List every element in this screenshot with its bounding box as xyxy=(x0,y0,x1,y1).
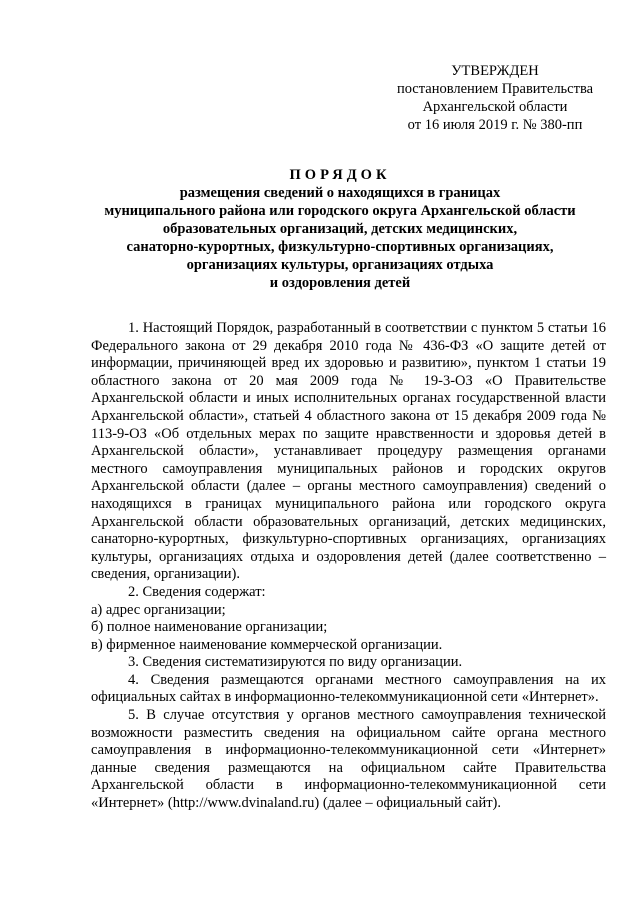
list-item-a: а) адрес организации; xyxy=(91,601,226,618)
paragraph-2: 2. Сведения содержат: xyxy=(128,583,266,600)
approval-date-number: от 16 июля 2019 г. № 380-пп xyxy=(407,117,583,133)
title-line: санаторно-курортных, физкультурно-спортивных организациях, xyxy=(126,239,554,255)
document-heading: ПОРЯДОК xyxy=(289,167,391,183)
list-item-c: в) фирменное наименование коммерческой организации. xyxy=(91,636,443,653)
paragraph-3: 3. Сведения систематизируются по виду организации. xyxy=(128,654,463,671)
paragraph-1: 1. Настоящий Порядок, разработанный в соответствии с пунктом 5 статьи 16 Федерального закона от 29 декабря 2010 года № 436-ФЗ «О защите детей от информации, причиняющей вред их здоровью и развитию», пунктом 1 статьи 19 областного закона от 20 мая 2009 года № 19-3-ОЗ «О Правительстве Архангельской области и иных исполнительных органах государственной власти Архангельской области», статьей 4 областного закона от 15 декабря 2009 года № 113-9-ОЗ «Об отдельных мерах по защите нравственности и здоровья детей в Архангельской области», устанавливает процедуру размещения органами местного самоуправления муниципальных районов и городских округов Архангельской области (далее – органы местного самоуправления) сведений о находящихся в границах муниципального района или городского округа Архангельской области образовательных организаций, детских медицинских, санаторно-курортных, физкультурно-спортивных организациях, организациях культуры, организациях отдыха и оздоровления детей (далее соответственно – сведения, организации). xyxy=(91,320,606,583)
title-line: образовательных организаций, детских медицинских, xyxy=(162,221,518,237)
list-item-b: б) полное наименование организации; xyxy=(91,619,328,636)
approval-region: Архангельской области xyxy=(422,99,568,115)
approval-authority: постановлением Правительства xyxy=(396,81,594,97)
paragraph-4: 4. Сведения размещаются органами местного самоуправления на их официальных сайтах в информационно-телекоммуникационной сети «Интернет». xyxy=(91,671,606,706)
title-line: организациях культуры, организациях отдыха xyxy=(186,257,494,273)
title-line: размещения сведений о находящихся в границах xyxy=(179,185,501,201)
title-line: и оздоровления детей xyxy=(269,275,411,291)
title-line: муниципального района или городского округа Архангельской области xyxy=(104,203,576,219)
approval-block xyxy=(380,62,610,134)
document-body xyxy=(91,320,606,813)
paragraph-5: 5. В случае отсутствия у органов местного самоуправления технической возможности разместить сведения на официальном сайте органа местного самоуправления в информационно-телекоммуникационной сети «Интернет» данные сведения размещаются на официальном сайте Правительства Архангельской области в информационно-телекоммуникационной сети «Интернет» (http://www.dvinaland.ru) (далее – официальный сайт). xyxy=(91,707,606,812)
document-title xyxy=(70,166,610,292)
approval-status: УТВЕРЖДЕН xyxy=(451,63,539,79)
